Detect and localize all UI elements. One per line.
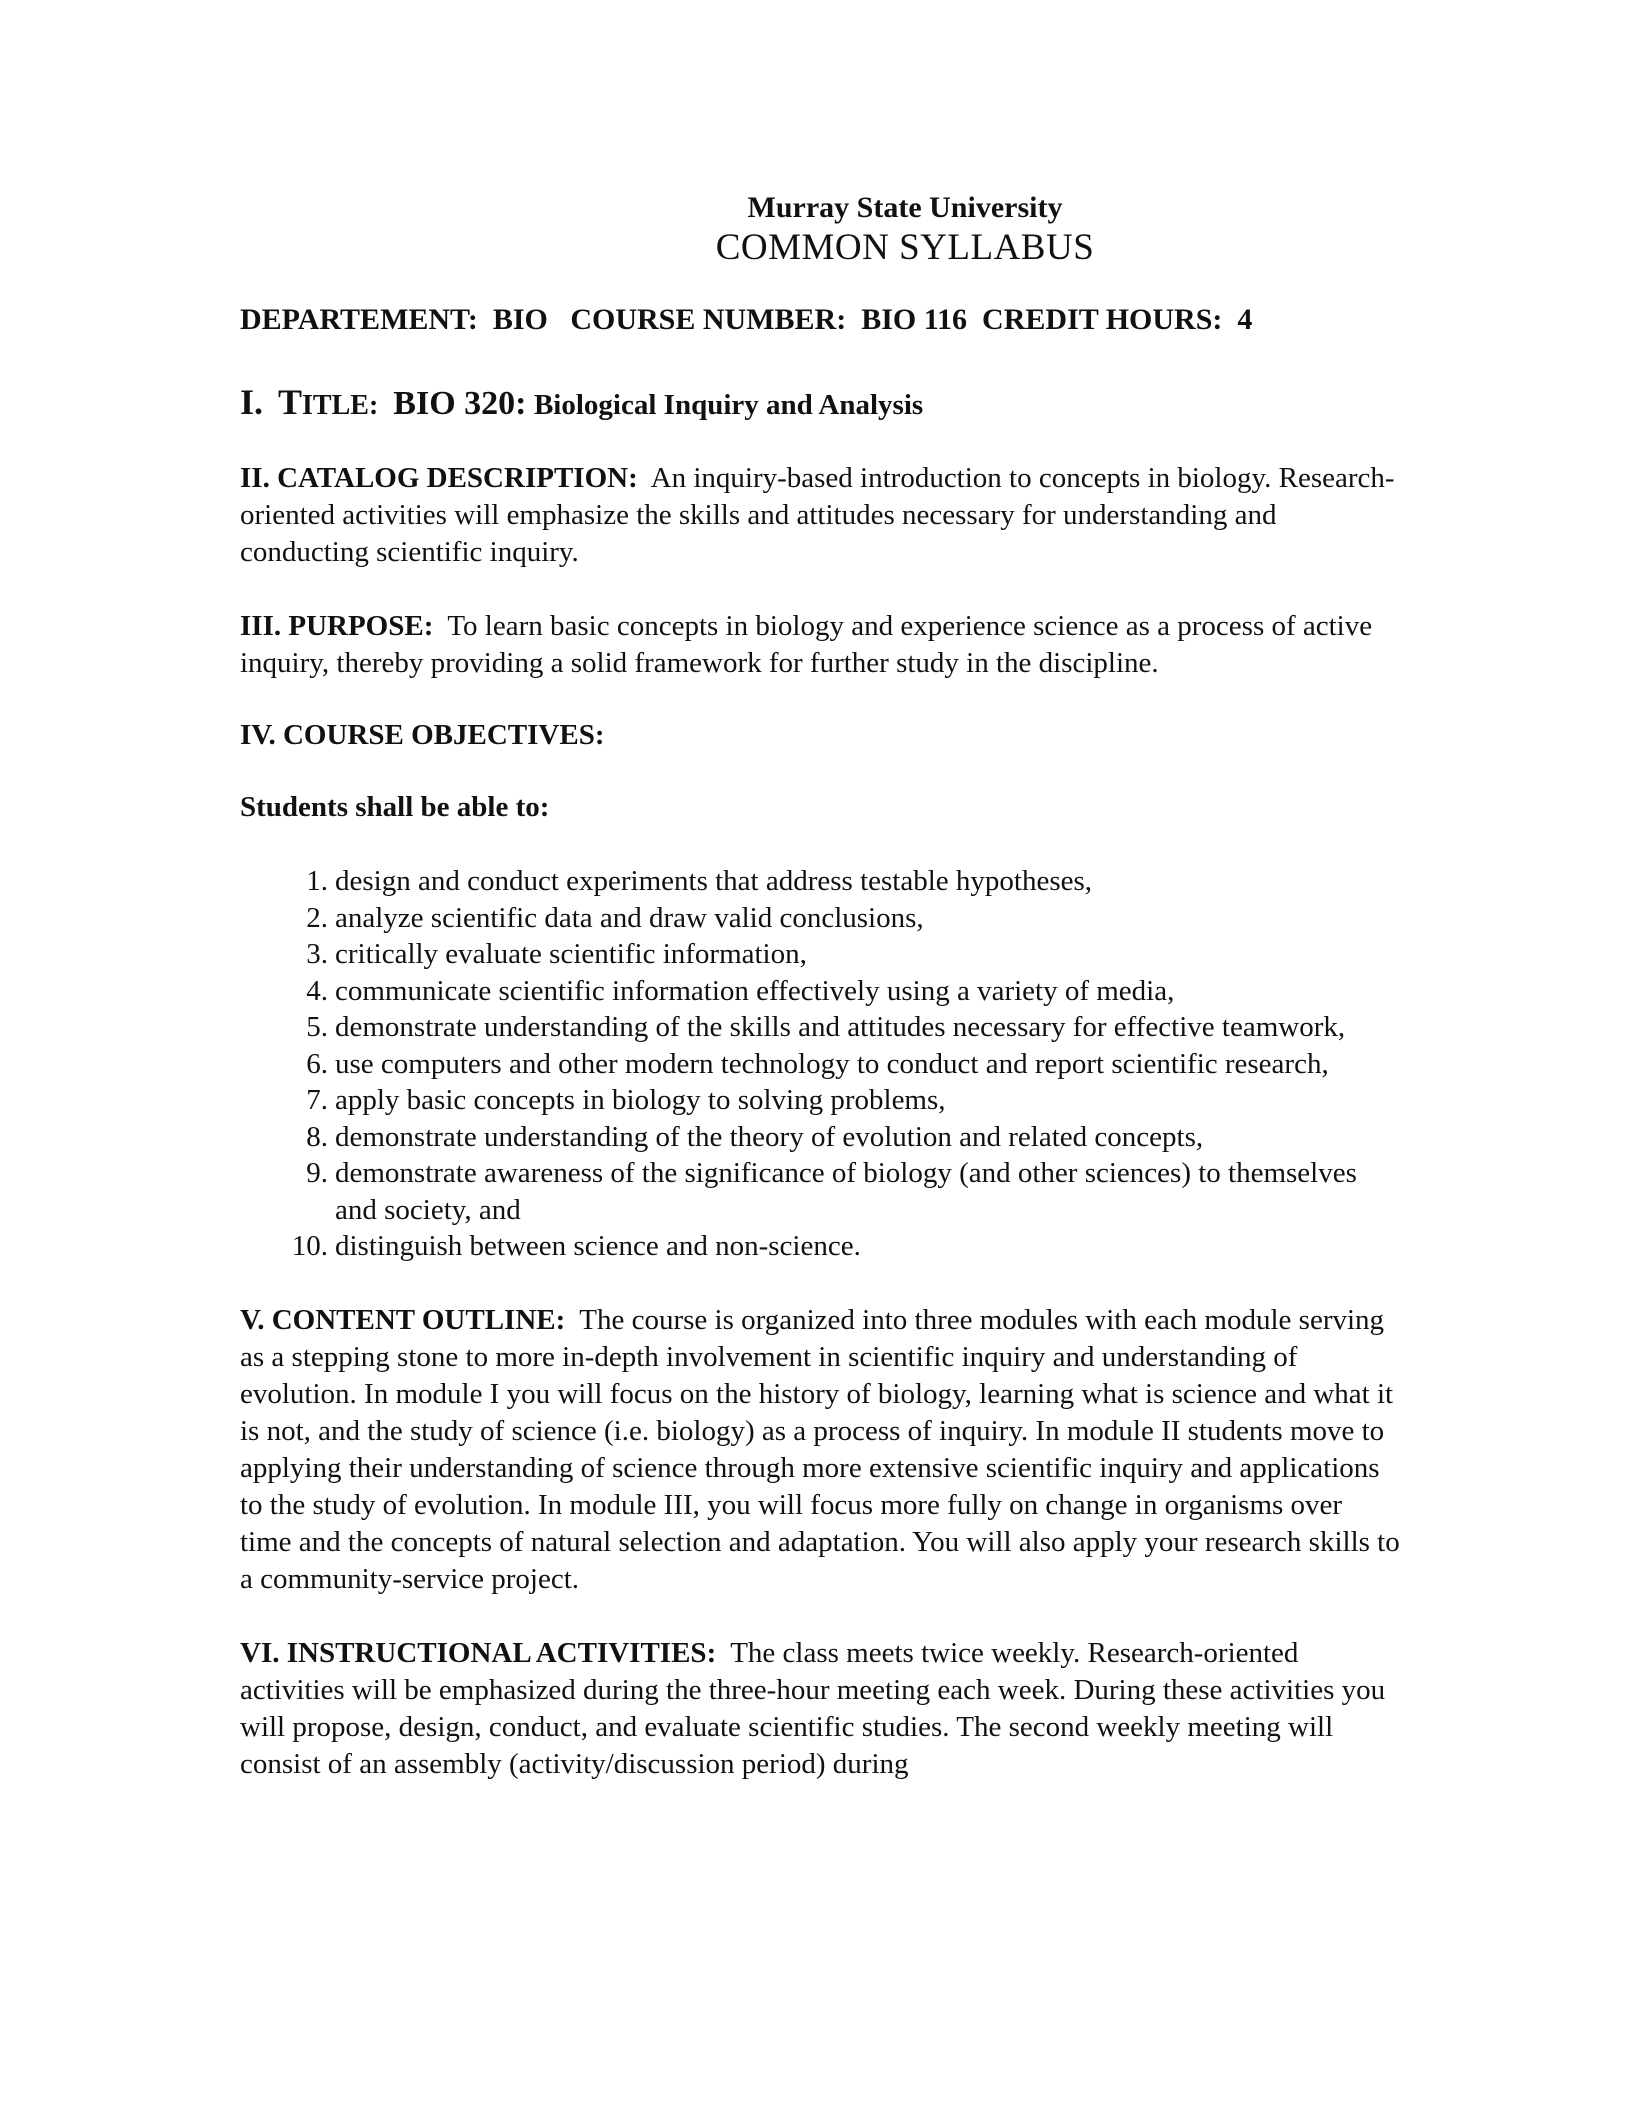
list-text: demonstrate understanding of the skills and attitudes necessary for effective teamwork, bbox=[335, 1011, 1346, 1043]
list-text: use computers and other modern technology to conduct and report scientific research, bbox=[335, 1047, 1329, 1080]
title-numeral: I. bbox=[240, 382, 264, 422]
catalog-heading: II. CATALOG DESCRIPTION: bbox=[240, 462, 638, 494]
list-item bbox=[240, 973, 1385, 1010]
list-number: 7. bbox=[306, 1084, 328, 1116]
list-number: 1. bbox=[306, 865, 328, 897]
objectives-list bbox=[240, 863, 1400, 1265]
list-item bbox=[240, 1228, 1385, 1265]
objectives-intro: Students shall be able to: bbox=[240, 791, 550, 823]
list-item bbox=[240, 1155, 1385, 1228]
list-item bbox=[240, 1119, 1385, 1156]
activities-heading: VI. INSTRUCTIONAL ACTIVITIES: bbox=[240, 1636, 717, 1669]
content-outline bbox=[240, 1302, 1400, 1598]
department-line: DEPARTEMENT: BIO COURSE NUMBER: BIO 116 CREDIT HOURS: 4 bbox=[240, 303, 1253, 336]
catalog-description bbox=[240, 460, 1400, 571]
list-text: demonstrate awareness of the significance of biology (and other sciences) to themselves and society, and bbox=[335, 1157, 1357, 1226]
title-label-rest: ITLE: bbox=[302, 390, 379, 421]
document-page bbox=[240, 190, 1400, 1783]
instructional-activities bbox=[240, 1635, 1400, 1783]
list-text: demonstrate understanding of the theory of evolution and related concepts, bbox=[335, 1120, 1204, 1153]
list-text: communicate scientific information effectively using a variety of media, bbox=[335, 974, 1175, 1007]
list-number: 6. bbox=[306, 1047, 328, 1080]
list-item bbox=[240, 936, 1385, 973]
list-item bbox=[240, 1082, 1385, 1119]
objectives-heading: IV. COURSE OBJECTIVES: bbox=[240, 719, 605, 751]
list-number: 9. bbox=[306, 1157, 328, 1189]
course-title-line bbox=[240, 382, 1400, 426]
list-number: 8. bbox=[306, 1120, 328, 1153]
course-code: BIO 320: bbox=[393, 385, 527, 422]
list-number: 2. bbox=[306, 901, 328, 934]
catalog-text: An inquiry-based introduction to concepts in biology. Research-oriented activities will emphasize the skills and attitudes necessary for understanding and conducting scientific inquiry. bbox=[240, 462, 1395, 568]
university-name: Murray State University bbox=[747, 191, 1063, 224]
list-text: design and conduct experiments that address testable hypotheses, bbox=[335, 865, 1093, 897]
list-number: 10. bbox=[291, 1230, 328, 1262]
list-number: 4. bbox=[306, 974, 328, 1007]
list-text: apply basic concepts in biology to solving problems, bbox=[335, 1084, 946, 1116]
list-item bbox=[240, 1009, 1385, 1046]
list-text: analyze scientific data and draw valid conclusions, bbox=[335, 901, 924, 934]
list-item bbox=[240, 900, 1385, 937]
list-item bbox=[240, 863, 1385, 900]
list-text: critically evaluate scientific information, bbox=[335, 938, 807, 970]
list-item bbox=[240, 1046, 1385, 1083]
purpose-text: To learn basic concepts in biology and experience science as a process of active inquiry, thereby providing a solid framework for further study in the discipline. bbox=[240, 610, 1373, 679]
purpose-section bbox=[240, 608, 1400, 682]
title-label-first: T bbox=[278, 382, 303, 422]
content-text: The course is organized into three modules with each module serving as a stepping stone to more in-depth involvement in scientific inquiry and understanding of evolution. In module I you will focus on the history of biology, learning what is science and what it is not, and the study of science (i.e. biology) as a process of inquiry. In module II students move to applying their understanding of science through more extensive scientific inquiry and applications to the study of evolution. In module III, you will focus more fully on change in organisms over time and the concepts of natural selection and adaptation. You will also apply your research skills to a community-service project. bbox=[240, 1303, 1400, 1595]
activities-text: The class meets twice weekly. Research-oriented activities will be emphasized during the three-hour meeting each week. During these activities you will propose, design, conduct, and evaluate scientific studies. The second weekly meeting will consist of an assembly (activity/discussion period) during bbox=[240, 1636, 1386, 1780]
list-text: distinguish between science and non-science. bbox=[335, 1230, 861, 1262]
course-name: Biological Inquiry and Analysis bbox=[533, 389, 924, 421]
purpose-heading: III. PURPOSE: bbox=[240, 610, 434, 642]
list-number: 3. bbox=[306, 938, 328, 970]
document-title: COMMON SYLLABUS bbox=[715, 227, 1095, 268]
content-heading: V. CONTENT OUTLINE: bbox=[240, 1303, 566, 1336]
list-number: 5. bbox=[306, 1011, 328, 1043]
